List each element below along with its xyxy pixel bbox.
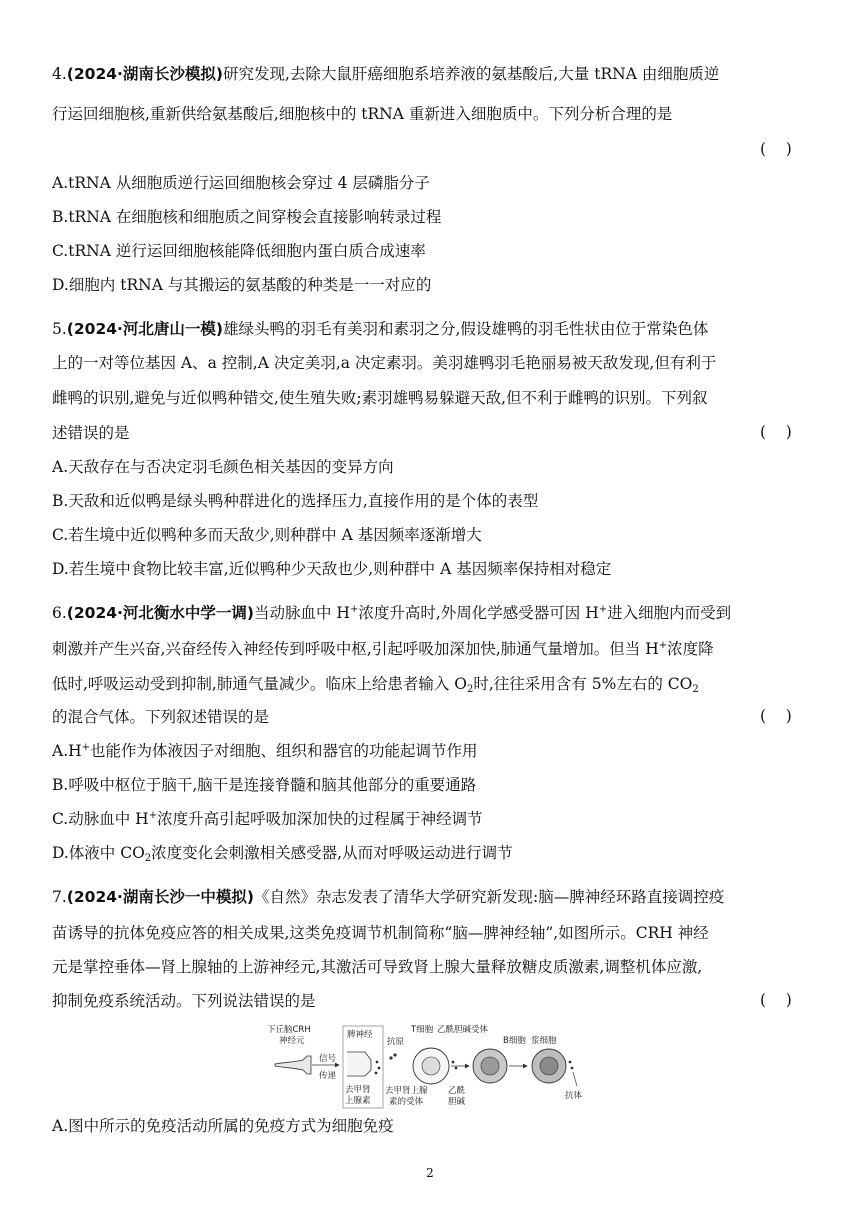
q4-line-2: 行运回细胞核,重新供给氨基酸后,细胞核中的 tRNA 重新进入细胞质中。下列分析合理的是 xyxy=(52,105,673,123)
q4-source: (2024·湖南长沙模拟) xyxy=(66,65,223,83)
q6-line-1: 6.(2024·河北衡水中学一调)当动脉血中 H+浓度升高时,外周化学感受器可因 H+进入细胞内而受到 xyxy=(52,604,732,622)
q5-option-b: B.天敌和近似鸭是绿头鸭种群进化的选择压力,直接作用的是个体的表型 xyxy=(52,492,539,510)
q7-line-4: 抑制免疫系统活动。下列说法错误的是 xyxy=(52,992,316,1010)
q5-option-a: A.天敌存在与否决定羽毛颜色相关基因的变异方向 xyxy=(52,458,394,476)
ach-label-2: 胆碱 xyxy=(448,1097,466,1107)
q6-line-2: 刺激并产生兴奋,兴奋经传入神经传到呼吸中枢,引起呼吸加深加快,肺通气量增加。但当 H+浓度降 xyxy=(52,640,714,658)
ne-receptor-label-2: 素的受体 xyxy=(389,1097,424,1107)
ne-receptor-label-1: 去甲肾上腺 xyxy=(385,1086,428,1096)
q5-line-1: 5.(2024·河北唐山一模)雄绿头鸭的羽毛有美羽和素羽之分,假设雄鸭的羽毛性状由位于常染色体 xyxy=(52,320,709,338)
q4-option-b: B.tRNA 在细胞核和细胞质之间穿梭会直接影响转录过程 xyxy=(52,208,442,226)
q6-line-4: 的混合气体。下列叙述错误的是 xyxy=(52,708,270,726)
spleen-nerve-terminal xyxy=(347,1052,371,1076)
q6-source: (2024·河北衡水中学一调) xyxy=(66,604,254,622)
plasma-cell-label: 浆细胞 xyxy=(531,1036,557,1046)
crh-neuron-label-1: 下丘脑CRH xyxy=(267,1025,311,1035)
b-cell-label: B细胞 xyxy=(503,1036,526,1046)
q4-option-a: A.tRNA 从细胞质逆行运回细胞核会穿过 4 层磷脂分子 xyxy=(52,174,430,192)
q7-line-2: 苗诱导的抗体免疫应答的相关成果,这类免疫调节机制简称“脑—脾神经轴”,如图所示。CRH 神经 xyxy=(52,924,709,942)
brain-spleen-axis-figure xyxy=(265,1022,610,1114)
q6-option-b: B.呼吸中枢位于脑干,脑干是连接脊髓和脑其他部分的重要通路 xyxy=(52,776,477,794)
q5-option-d: D.若生境中食物比较丰富,近似鸭种少天敌也少,则种群中 A 基因频率保持相对稳定 xyxy=(52,560,612,578)
q6-option-d: D.体液中 $CO_2$浓度变化会刺激相关感受器,从而对呼吸运动进行调节 xyxy=(52,844,513,864)
q5-answer-bracket: ( ) xyxy=(760,423,792,441)
q7-line-1: 7.(2024·湖南长沙一中模拟)《自然》杂志发表了清华大学研究新发现:脑—脾神经环路直接调控疫 xyxy=(52,888,725,906)
q6-option-c: C.动脉血中 H+浓度升高引起呼吸加深加快的过程属于神经调节 xyxy=(52,810,483,828)
crh-neuron-shape xyxy=(275,1056,311,1074)
q6-answer-bracket: ( ) xyxy=(760,707,792,725)
q6-line-3: 低时,呼吸运动受到抑制,肺通气量减少。临床上给患者输入 $O_2$时,往往采用含有 5%左右的 $CO_2$ xyxy=(52,675,699,695)
q4-line-1: 4.(2024·湖南长沙模拟)研究发现,去除大鼠肝癌细胞系培养液的氨基酸后,大量 tRNA 由细胞质逆 xyxy=(52,65,720,83)
q7-option-a: A.图中所示的免疫活动所属的免疫方式为细胞免疫 xyxy=(52,1117,394,1135)
t-cell-label: T细胞 xyxy=(411,1025,434,1035)
crh-neuron-label-2: 神经元 xyxy=(279,1036,305,1046)
q4-answer-bracket: ( ) xyxy=(760,140,792,158)
norepinephrine-label-1: 去甲肾 xyxy=(345,1085,371,1095)
page-number: 2 xyxy=(426,1166,434,1180)
antigen-label: 抗原 xyxy=(387,1037,405,1047)
norepinephrine-label-2: 上腺素 xyxy=(345,1096,371,1106)
ach-receptor-label: 乙酰胆碱受体 xyxy=(437,1025,489,1035)
q5-option-c: C.若生境中近似鸭种多而天敌少,则种群中 A 基因频率逐渐增大 xyxy=(52,526,482,544)
q4-option-d: D.细胞内 tRNA 与其搬运的氨基酸的种类是一一对应的 xyxy=(52,276,432,294)
q7-line-3: 元是掌控垂体—肾上腺轴的上游神经元,其激活可导致肾上腺大量释放糖皮质激素,调整机体应激, xyxy=(52,958,703,976)
q5-line-2: 上的一对等位基因 A、a 控制,A 决定美羽,a 决定素羽。美羽雄鸭羽毛艳丽易被天敌发现,但有利于 xyxy=(52,354,717,372)
signal-label-2: 传递 xyxy=(319,1071,337,1081)
q4-option-c: C.tRNA 逆行运回细胞核能降低细胞内蛋白质合成速率 xyxy=(52,242,426,260)
antibody-label: 抗体 xyxy=(565,1091,583,1101)
signal-label-1: 信号 xyxy=(319,1054,337,1064)
spleen-nerve-label: 脾神经 xyxy=(347,1030,373,1040)
q5-line-3: 雌鸭的识别,避免与近似鸭种错交,使生殖失败;素羽雄鸭易躲避天敌,但不利于雌鸭的识别。下列叙 xyxy=(52,389,708,407)
q7-answer-bracket: ( ) xyxy=(760,991,792,1009)
q5-line-4: 述错误的是 xyxy=(52,424,130,442)
q5-source: (2024·河北唐山一模) xyxy=(66,320,223,338)
ach-label-1: 乙酰 xyxy=(448,1086,466,1096)
q7-source: (2024·湖南长沙一中模拟) xyxy=(66,888,254,906)
q6-option-a: A.H+也能作为体液因子对细胞、组织和器官的功能起调节作用 xyxy=(52,742,478,760)
